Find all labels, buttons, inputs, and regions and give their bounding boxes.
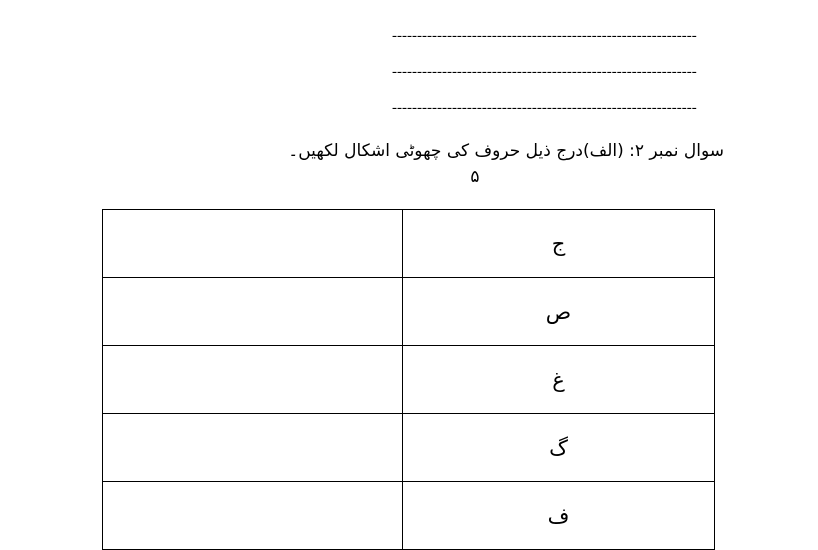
table-row (103, 278, 715, 346)
answer-line: ------------------------------------------------------------- (392, 28, 697, 44)
answer-cell[interactable] (103, 210, 403, 278)
letters-table (102, 209, 715, 550)
letter-cell: ف (403, 482, 715, 550)
question-heading: سوال نمبر ۲: (الف)درج ذیل حروف کی چھوٹی اشکال لکھیں۔ (288, 141, 724, 161)
table-row (103, 210, 715, 278)
table-row (103, 346, 715, 414)
answer-line: ------------------------------------------------------------- (392, 100, 697, 116)
letter-cell: ص (403, 278, 715, 346)
question-marks: ۵ (470, 167, 480, 187)
answer-lines-block (392, 18, 724, 126)
answer-cell[interactable] (103, 278, 403, 346)
answer-line: ------------------------------------------------------------- (392, 64, 697, 80)
answer-cell[interactable] (103, 414, 403, 482)
letter-cell: غ (403, 346, 715, 414)
table-row (103, 414, 715, 482)
letter-cell: گ (403, 414, 715, 482)
answer-cell[interactable] (103, 346, 403, 414)
letter-cell: ج (403, 210, 715, 278)
